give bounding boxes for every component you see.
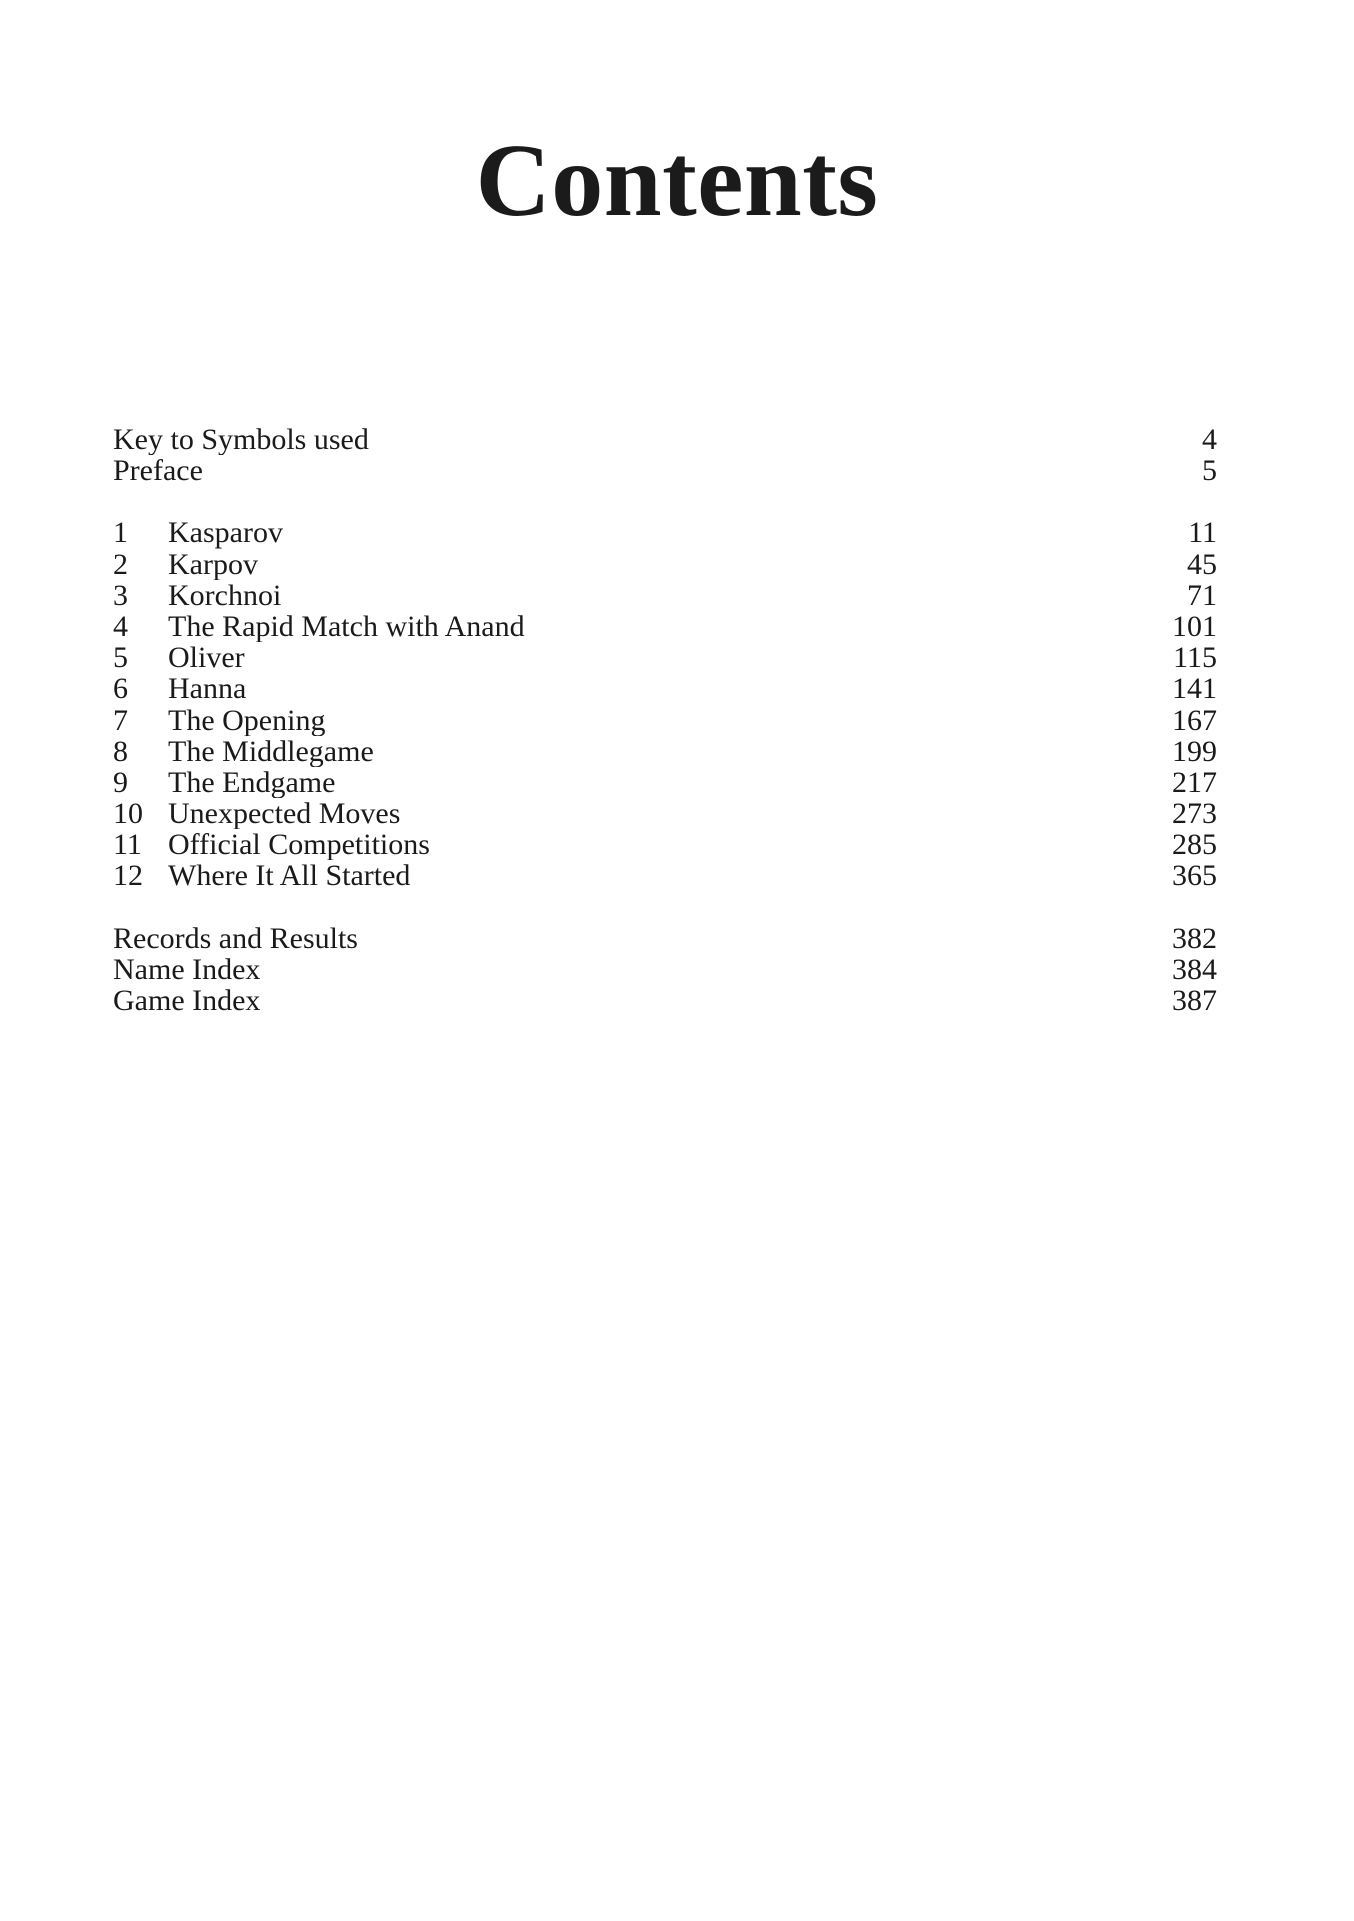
toc-entry-title: The Opening <box>168 704 326 736</box>
toc-entry-row[interactable] <box>113 705 1217 736</box>
toc-entry-row[interactable] <box>113 549 1217 580</box>
toc-entry-title: The Rapid Match with Anand <box>168 610 525 643</box>
front-matter-group <box>113 424 1217 486</box>
toc-entry-page-number: 217 <box>1172 765 1217 799</box>
group-spacer <box>113 486 1217 517</box>
toc-entry-title: Name Index <box>113 953 261 986</box>
toc-entry-title: The Middlegame <box>168 735 374 767</box>
toc-entry-title: Hanna <box>168 673 247 705</box>
toc-entry-page-number: 365 <box>1172 859 1217 893</box>
toc-entry-list <box>113 424 1217 1016</box>
toc-entry-title: Oliver <box>168 642 245 674</box>
toc-entry-row[interactable] <box>113 642 1217 673</box>
toc-entry-page-number: 101 <box>1172 609 1217 643</box>
toc-entry-number: 7 <box>113 703 128 737</box>
toc-entry-page-number: 45 <box>1187 547 1217 581</box>
page-title: Contents <box>475 123 879 238</box>
toc-entry-row[interactable] <box>113 829 1217 860</box>
toc-entry-row[interactable] <box>113 860 1217 891</box>
toc-entry-page-number: 5 <box>1202 454 1217 488</box>
toc-entry-page-number: 11 <box>1188 516 1217 550</box>
group-spacer <box>113 892 1217 923</box>
toc-entry-title: Official Competitions <box>168 829 430 861</box>
toc-entry-row[interactable] <box>113 517 1217 548</box>
toc-entry-row[interactable] <box>113 611 1217 642</box>
toc-entry-title: Where It All Started <box>168 860 411 892</box>
toc-entry-page-number: 384 <box>1172 952 1217 986</box>
toc-entry-title: Game Index <box>113 985 261 1017</box>
toc-entry-title: The Endgame <box>168 766 336 799</box>
toc-entry-page-number: 115 <box>1173 641 1217 675</box>
toc-entry-page-number: 387 <box>1172 984 1217 1017</box>
toc-entry-title: Preface <box>113 455 203 487</box>
toc-entry-row[interactable] <box>113 923 1217 954</box>
toc-entry-page-number: 273 <box>1172 797 1217 831</box>
toc-entry-title: Kasparov <box>168 517 283 549</box>
toc-entry-number: 6 <box>113 672 128 706</box>
toc-entry-page-number: 382 <box>1172 921 1217 955</box>
toc-entry-row[interactable] <box>113 954 1217 985</box>
toc-entry-page-number: 199 <box>1172 734 1217 768</box>
back-matter-group <box>113 923 1217 1017</box>
toc-entry-row[interactable] <box>113 424 1217 455</box>
toc-entry-title: Karpov <box>168 548 258 580</box>
toc-entry-number: 9 <box>113 765 128 799</box>
toc-entry-row[interactable] <box>113 767 1217 798</box>
toc-entry-page-number: 4 <box>1202 423 1217 456</box>
toc-entry-row[interactable] <box>113 798 1217 829</box>
toc-entry-number: 2 <box>113 547 128 581</box>
toc-entry-page-number: 71 <box>1187 578 1217 612</box>
toc-entry-number: 5 <box>113 641 128 675</box>
toc-entry-number: 1 <box>113 516 128 550</box>
toc-entry-number: 8 <box>113 734 128 768</box>
toc-entry-title: Korchnoi <box>168 579 282 611</box>
toc-entry-title: Unexpected Moves <box>168 798 401 830</box>
toc-entry-row[interactable] <box>113 673 1217 704</box>
toc-entry-row[interactable] <box>113 580 1217 611</box>
toc-entry-page-number: 167 <box>1172 703 1217 737</box>
toc-entry-number: 10 <box>113 797 143 831</box>
toc-entry-row[interactable] <box>113 455 1217 486</box>
toc-entry-row[interactable] <box>113 736 1217 767</box>
toc-entry-row[interactable] <box>113 985 1217 1016</box>
toc-entry-title: Records and Results <box>113 922 358 954</box>
toc-entry-page-number: 141 <box>1172 672 1217 706</box>
toc-entry-number: 12 <box>113 859 143 893</box>
chapters-group <box>113 517 1217 891</box>
toc-entry-number: 3 <box>113 578 128 612</box>
toc-entry-title: Key to Symbols used <box>113 424 369 456</box>
toc-entry-number: 4 <box>113 609 128 643</box>
toc-entry-number: 11 <box>113 828 142 862</box>
toc-entry-page-number: 285 <box>1172 828 1217 862</box>
